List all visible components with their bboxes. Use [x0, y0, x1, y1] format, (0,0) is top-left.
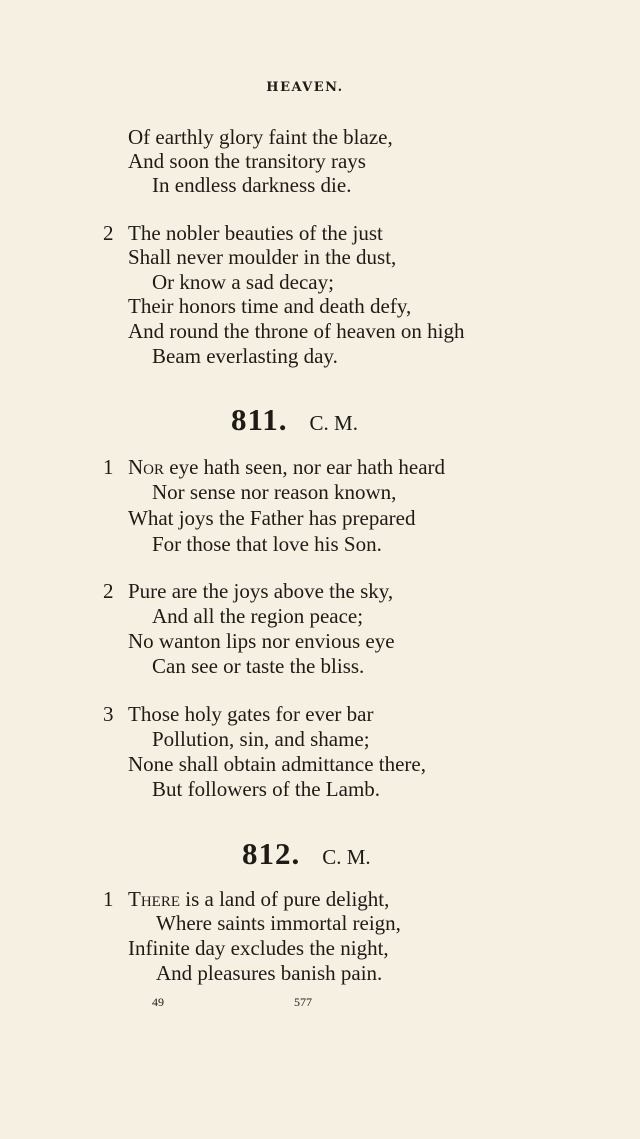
verse-line: In endless darkness die. — [152, 173, 352, 197]
verse-line: Their honors time and death defy, — [128, 294, 412, 318]
verse-line: Infinite day excludes the night, — [128, 936, 389, 960]
verse-line: No wanton lips nor envious eye — [128, 629, 395, 653]
verse-line — [128, 455, 445, 479]
verse-line: Where saints immortal reign, — [156, 911, 401, 935]
verse-line: Shall never moulder in the dust, — [128, 245, 397, 269]
verse-line: None shall obtain admittance there, — [128, 752, 426, 776]
stanza-number: 1 — [103, 887, 114, 911]
verse-line: What joys the Father has prepared — [128, 506, 416, 530]
verse-line — [128, 887, 389, 911]
verse-line: And round the throne of heaven on high — [128, 319, 465, 343]
stanza-number: 2 — [103, 579, 114, 603]
verse-line: And all the region peace; — [152, 604, 364, 628]
verse-line: But followers of the Lamb. — [152, 777, 381, 801]
verse-line: Or know a sad decay; — [152, 270, 334, 294]
stanza-number: 1 — [103, 455, 114, 479]
hymn-meter: C. M. — [309, 411, 358, 435]
verse-line: The nobler beauties of the just — [128, 221, 383, 245]
verse-line: Pollution, sin, and shame; — [152, 727, 370, 751]
verse-line: Those holy gates for ever bar — [128, 702, 374, 726]
signature-mark: 49 — [152, 995, 164, 1009]
running-head: HEAVEN. — [266, 80, 344, 95]
first-line-rest: eye hath seen, nor ear hath heard — [164, 455, 446, 479]
initial-word: Nor — [128, 455, 165, 479]
verse-line: Can see or taste the bliss. — [152, 654, 365, 678]
verse-line: For those that love his Son. — [152, 532, 382, 556]
stanza-number: 2 — [103, 221, 114, 245]
page-number: 577 — [294, 995, 312, 1009]
verse-line: Pure are the joys above the sky, — [128, 579, 394, 603]
hymn-heading-811 — [231, 402, 358, 438]
hymn-heading-812 — [242, 836, 371, 872]
first-line-rest: is a land of pure delight, — [180, 887, 390, 911]
verse-line: Nor sense nor reason known, — [152, 480, 397, 504]
verse-line: Of earthly glory faint the blaze, — [128, 125, 393, 149]
hymn-number: 812. — [242, 836, 301, 871]
initial-word: There — [128, 887, 180, 911]
verse-line: And soon the transitory rays — [128, 149, 366, 173]
hymn-meter: C. M. — [322, 845, 371, 869]
verse-line: And pleasures banish pain. — [156, 961, 383, 985]
verse-line: Beam everlasting day. — [152, 344, 338, 368]
stanza-number: 3 — [103, 702, 114, 726]
hymn-number: 811. — [231, 402, 288, 437]
